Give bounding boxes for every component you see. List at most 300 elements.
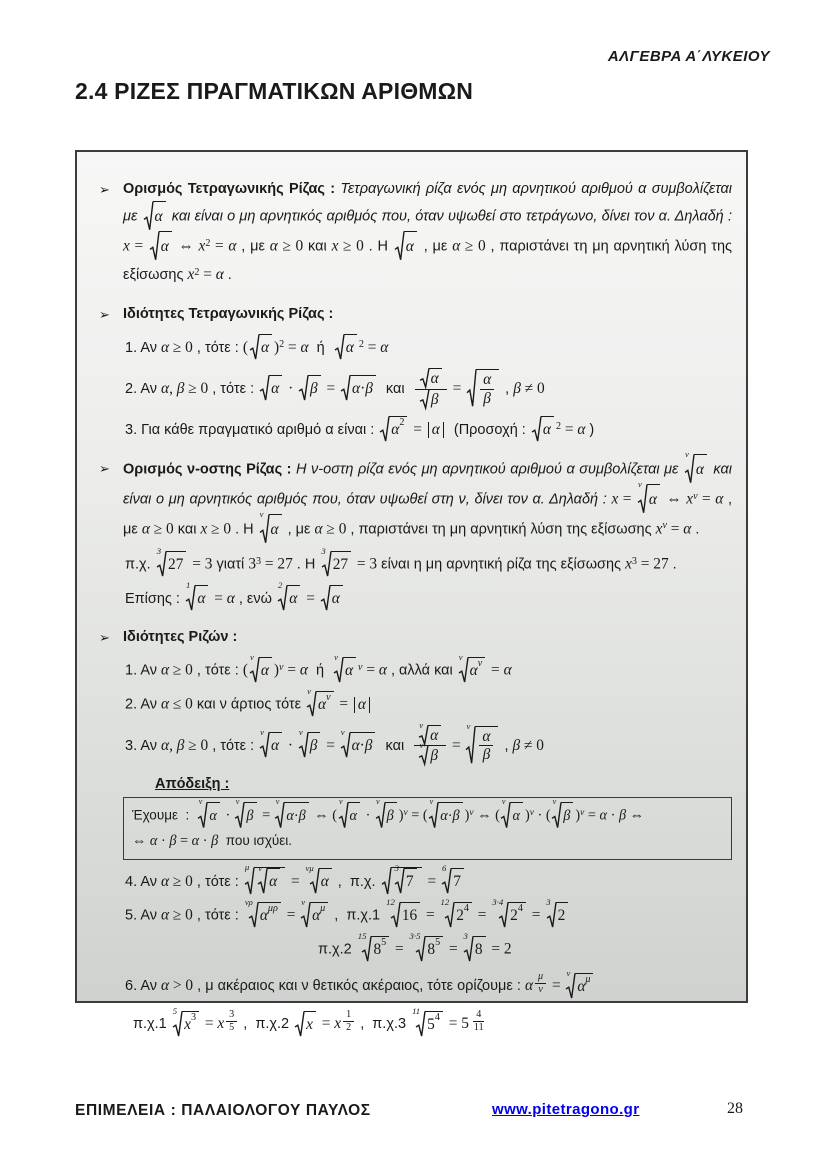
radical [637,478,660,514]
text-run: α [300,338,309,356]
root-index: ν [298,726,303,737]
root-property-6 [125,967,732,999]
text-run: 8 [427,941,436,959]
radical [258,862,280,894]
radical [244,861,285,895]
radicand [259,334,272,360]
absolute-value [428,422,444,438]
text-run: ≥ 0 [169,907,193,925]
text-run: ≥ 0 [277,237,304,255]
text-run: β [298,807,306,824]
text-run: α [648,490,657,508]
text-run: = [409,421,426,439]
text-run: 2 [399,417,405,429]
numerator [415,369,447,390]
text-run: , παριστάνει τη μη αρνητική λύση της εξίσωσης [123,238,733,284]
fraction [471,1009,487,1033]
text-run: ≥ 0 [322,520,347,538]
root-index: ν [375,796,380,806]
text-run: · [293,807,299,824]
radical [501,796,523,828]
text-run: ≥ 0 [338,237,364,255]
text-run: και [377,737,413,754]
text-run: = [210,589,227,607]
text-run: 27 [332,556,349,574]
text-run: 4 [517,903,523,915]
radicand [541,416,554,442]
radical [429,796,463,828]
fraction [479,728,493,764]
text-run: . Η [292,556,320,573]
radical [566,967,593,999]
radical [386,897,420,928]
radical [492,897,526,928]
text-run: 3. Για κάθε πραγματικό αριθμό α είναι : [125,422,379,439]
text-run: = [362,661,379,679]
radical [440,897,472,928]
text-run: ≥ 0 [207,520,232,538]
text-run: ν [477,657,483,669]
radical [172,1005,199,1037]
radical-sign-icon [467,369,476,407]
properties-square-root-heading [99,301,732,327]
radical [395,231,417,261]
text-run: 2 [557,907,566,925]
text-run: α [405,237,414,255]
text-run: = [422,907,439,925]
text-run: , μ ακέραιος και ν θετικός ακέραιος, τότε ορίζουμε : [193,978,525,995]
proof-line [132,796,723,829]
root-index: ν [419,740,424,751]
root-property-6-examples [133,1005,732,1037]
text-run: α [318,695,327,713]
radical [249,651,272,683]
text-run: 2 [456,907,464,925]
radicand [429,368,442,388]
root-property-5 [125,897,732,929]
root-index: 1 [185,580,191,591]
radical [463,931,486,962]
proof-box [123,797,732,860]
text-run: 2 [555,421,561,433]
radical [244,897,281,928]
root-property-2 [125,685,732,718]
proof-line [132,829,723,853]
text-run: β [365,380,373,398]
text-run: = [444,1015,462,1033]
radicand [284,802,308,828]
radicand [694,454,707,484]
radical-sign-icon [532,416,541,442]
radical-sign-icon [260,375,269,401]
text-run: α [269,237,278,255]
text-run: · [284,736,297,754]
radicand [269,732,282,758]
radical [144,201,166,231]
text-run: = [448,380,466,398]
text-run: , ενώ [234,590,276,607]
sqrt-property-2 [125,369,732,409]
text-run: , π.χ.2 [239,1016,294,1033]
text-run: ν [693,490,698,502]
radicand [330,585,343,611]
text-run: x [200,520,208,538]
root-index: 2 [277,580,283,591]
text-run: 5 [435,937,441,949]
text-run: , με [418,238,453,255]
page-number: 28 [727,1100,743,1117]
radicand [195,585,208,611]
text-run: · [607,807,619,824]
nth-root-note [125,580,732,612]
text-run: β [364,736,373,754]
radical [419,740,441,765]
text-run: ) [274,338,280,356]
text-run: 2 [510,907,518,925]
text-run: α [149,833,158,850]
course-header: ΑΛΓΕΒΡΑ Α΄ΛΥΚΕΙΟΥ [607,48,770,65]
root-index: ν [198,796,203,806]
root-index: 3 [156,546,162,557]
radicand [404,868,417,894]
text-run: > 0 [169,977,194,995]
text-run: , π.χ.1 [330,908,385,925]
text-run: β [483,389,491,407]
radical [301,897,328,928]
radical [321,546,351,577]
radical [420,368,442,388]
text-run: x [331,237,339,255]
text-run: 3. Αν [125,737,162,754]
radicand [561,802,573,828]
text-run: ( [495,807,500,824]
denominator [480,390,494,408]
radicand [400,902,420,928]
section-heading: Ορισμός ν-οστης Ρίζας : [123,461,297,478]
text-run: x [655,520,663,538]
section-heading: Ιδιότητες Ριζών : [123,628,238,645]
superscript [478,659,483,669]
text-run: ) [575,807,581,824]
text-run: α [431,421,440,439]
content-blocks [99,176,732,1038]
nth-root-example [125,546,732,578]
numerator [226,1009,237,1022]
radicand [348,802,361,828]
radical [335,334,357,360]
text-run: , παριστάνει τη μη αρνητική λύση της εξίσωσης [346,521,656,538]
root-index: 6 [441,862,447,873]
root-property-3 [125,719,732,766]
superscript [435,1013,440,1023]
text-run: α [141,520,150,538]
text-run: , τότε : [208,381,259,398]
text-run: π.χ.1 [133,1016,171,1033]
text-run: β [618,807,627,824]
radical-sign-icon [295,1011,304,1037]
text-run: . Η [231,521,258,538]
radicand [331,551,351,577]
root-index: ν [258,862,263,873]
superscript [320,904,325,914]
text-run: 5 [229,1022,235,1034]
radicand [508,902,526,928]
radicand [428,725,441,745]
radical [382,862,422,895]
text-run: μρ [267,903,278,915]
text-run: = [448,736,465,754]
text-run: β [310,380,318,398]
text-run: ή [307,662,333,679]
root-index: ν [259,508,264,519]
radicand [510,802,523,828]
text-run: = [335,695,352,713]
radicand [254,862,285,895]
text-run: ⇔ [310,807,333,824]
text-run: x [625,555,632,573]
radicand [182,1011,199,1037]
text-run: ≠ 0 [520,380,545,398]
text-run: 1. Αν [125,662,162,679]
superscript [533,971,548,995]
superscript [399,418,404,428]
radicand [319,868,332,894]
text-run: α [512,807,520,824]
text-run: = [697,490,716,508]
text-run: 27 [168,556,184,574]
radical [185,580,208,611]
numerator [479,728,493,747]
text-run: π.χ. [125,556,155,573]
radicand [166,551,186,577]
text-run: γιατί [212,556,249,573]
root-index: ν [301,897,306,908]
text-run: ) [464,807,470,824]
text-run: β [512,736,521,754]
text-run: α [161,661,170,679]
text-run: = 3 [188,555,213,573]
text-run: · [533,807,546,824]
radical [298,726,321,758]
properties-roots-heading [99,624,732,650]
radical-sign-icon [144,201,153,231]
radicand [310,902,328,928]
text-run: ⇔ [132,833,150,850]
root-index: ν [260,726,265,737]
text-run: α [430,370,439,388]
bullet-arrow-icon: ➢ [99,182,110,197]
text-run: α [430,726,439,744]
text-run: = 2 [487,941,512,959]
text-run: α [160,237,169,255]
text-run: ≥ 0 [184,736,209,754]
root-index: ν [684,449,689,460]
numerator [343,1009,354,1022]
text-run: α [715,490,724,508]
text-run: Επίσης : [125,590,184,607]
radical-sign-icon [335,334,344,360]
text-run: = [322,736,339,754]
radicand [350,732,376,758]
fraction [343,1009,354,1033]
radical [277,580,300,611]
text-run: β [563,807,571,824]
text-run: ) [273,661,279,679]
text-run: ή [308,339,333,356]
radicand [425,1011,443,1037]
text-run: = 27 [261,555,293,573]
text-run: · [221,807,234,824]
radicand [475,726,498,764]
radicand [391,862,422,895]
root-index: 3 [463,931,468,942]
text-run: ν [580,808,585,819]
radical [338,796,360,828]
root-index: ν [637,478,642,489]
text-run: = [666,520,684,538]
text-run: = [282,907,300,925]
text-run: · [199,833,212,850]
radical-sign-icon [321,585,330,611]
radical [409,931,444,962]
text-run: ≥ 0 [169,872,193,890]
text-run: x [217,1015,225,1033]
radicand [404,231,417,261]
radical [380,416,407,442]
text-run: = [283,661,300,679]
superscript [585,975,590,985]
text-run: . [223,267,232,284]
text-run: , [501,381,514,398]
root-index: νρ [244,897,253,908]
radicand [476,369,499,407]
text-run: ) [524,807,530,824]
text-run: = [129,237,148,255]
bullet-arrow-icon: ➢ [99,629,110,645]
denominator [471,1022,487,1034]
text-run: = [407,807,423,824]
text-run: ν [358,661,363,673]
text-run: α [228,237,237,255]
text-run: α [271,380,280,398]
fraction [226,1009,237,1033]
text-run: α, β [161,380,185,398]
radicand [425,936,443,962]
text-run: και ν άρτιος τότε [192,696,306,713]
text-run: 6. Αν [125,978,162,995]
text-run: α [271,736,280,754]
text-run: 2 [205,237,211,249]
text-run: 2. Αν [125,381,162,398]
text-run: = [527,907,545,925]
radicand [269,375,282,401]
radicand [344,334,357,360]
text-run: Έχουμε : [132,807,197,823]
radical [299,375,321,401]
text-run: ≥ 0 [184,380,209,398]
superscript [381,938,386,948]
absolute-value [354,697,370,713]
root-property-4 [125,861,732,896]
radicand [385,802,397,828]
text-run: π.χ.2 [318,942,356,959]
text-run: είναι η μη αρνητική ρίζα της εξίσωσης [377,556,626,573]
root-index: ν [466,720,471,731]
radical [467,369,499,407]
text-run: ( [332,807,337,824]
root-index: 12 [440,897,450,908]
root-index: 15 [357,931,367,942]
root-index: 5 [172,1005,178,1016]
text-run: και είναι ο μη αρνητικός αριθμός που, όταν υψωθεί στη ν, δίνει τον α. Δηλαδή : [123,461,732,508]
text-run: α [161,338,170,356]
text-run: μ [585,973,591,985]
text-run: , με [283,521,315,538]
text-run: = [284,338,301,356]
radical [340,726,376,758]
text-run: = [391,941,408,959]
text-run: α [289,590,298,608]
text-run: = [487,661,504,679]
text-run: . [668,556,677,573]
radical [260,375,282,401]
text-run: , με [236,238,270,255]
text-run: 4 [434,1011,440,1023]
radicand [473,936,486,962]
fraction [415,369,447,409]
radicand [316,691,334,717]
text-run: 5 [381,937,387,949]
text-run: ν [279,661,284,673]
root-index: ν [338,796,343,806]
text-run: β [482,746,491,764]
root-index: ν [566,967,571,978]
proof-label: Απόδειξη : [155,775,230,792]
radical [259,508,282,544]
radical-sign-icon [150,231,159,261]
text-run: = [258,807,274,824]
radical [235,796,257,828]
text-run: , αλλά και [386,662,457,679]
text-run: x [187,266,195,284]
text-run: α [299,661,308,679]
text-run: 7 [453,872,461,890]
footer-website-link[interactable]: www.pitetragono.gr [492,1101,640,1118]
text-run: 3 [248,555,256,573]
text-run: (Προσοχή : [445,422,530,439]
radical-sign-icon [250,334,259,360]
text-run: x [686,490,694,508]
root-index: ν [340,726,345,737]
text-run: α [260,661,269,679]
radical [334,651,356,683]
radicand [308,375,321,401]
text-run: · [360,380,366,398]
text-run: α [452,237,461,255]
text-run: 5 [427,1015,435,1033]
text-run: α [197,590,206,608]
radicand [371,936,389,962]
radical [250,334,272,360]
text-run: · [362,807,374,824]
text-run: ≥ 0 [460,237,486,255]
text-run: β [211,833,219,850]
text-run: α [259,907,268,925]
text-run: α [260,339,270,357]
text-run: ⇔ [173,237,199,255]
text-run: και είναι ο μη αρνητικός αριθμός που, όταν υψωθεί στο τετράγωνο, δίνει τον α. Δηλαδή : [167,208,732,225]
radicand [207,802,220,828]
